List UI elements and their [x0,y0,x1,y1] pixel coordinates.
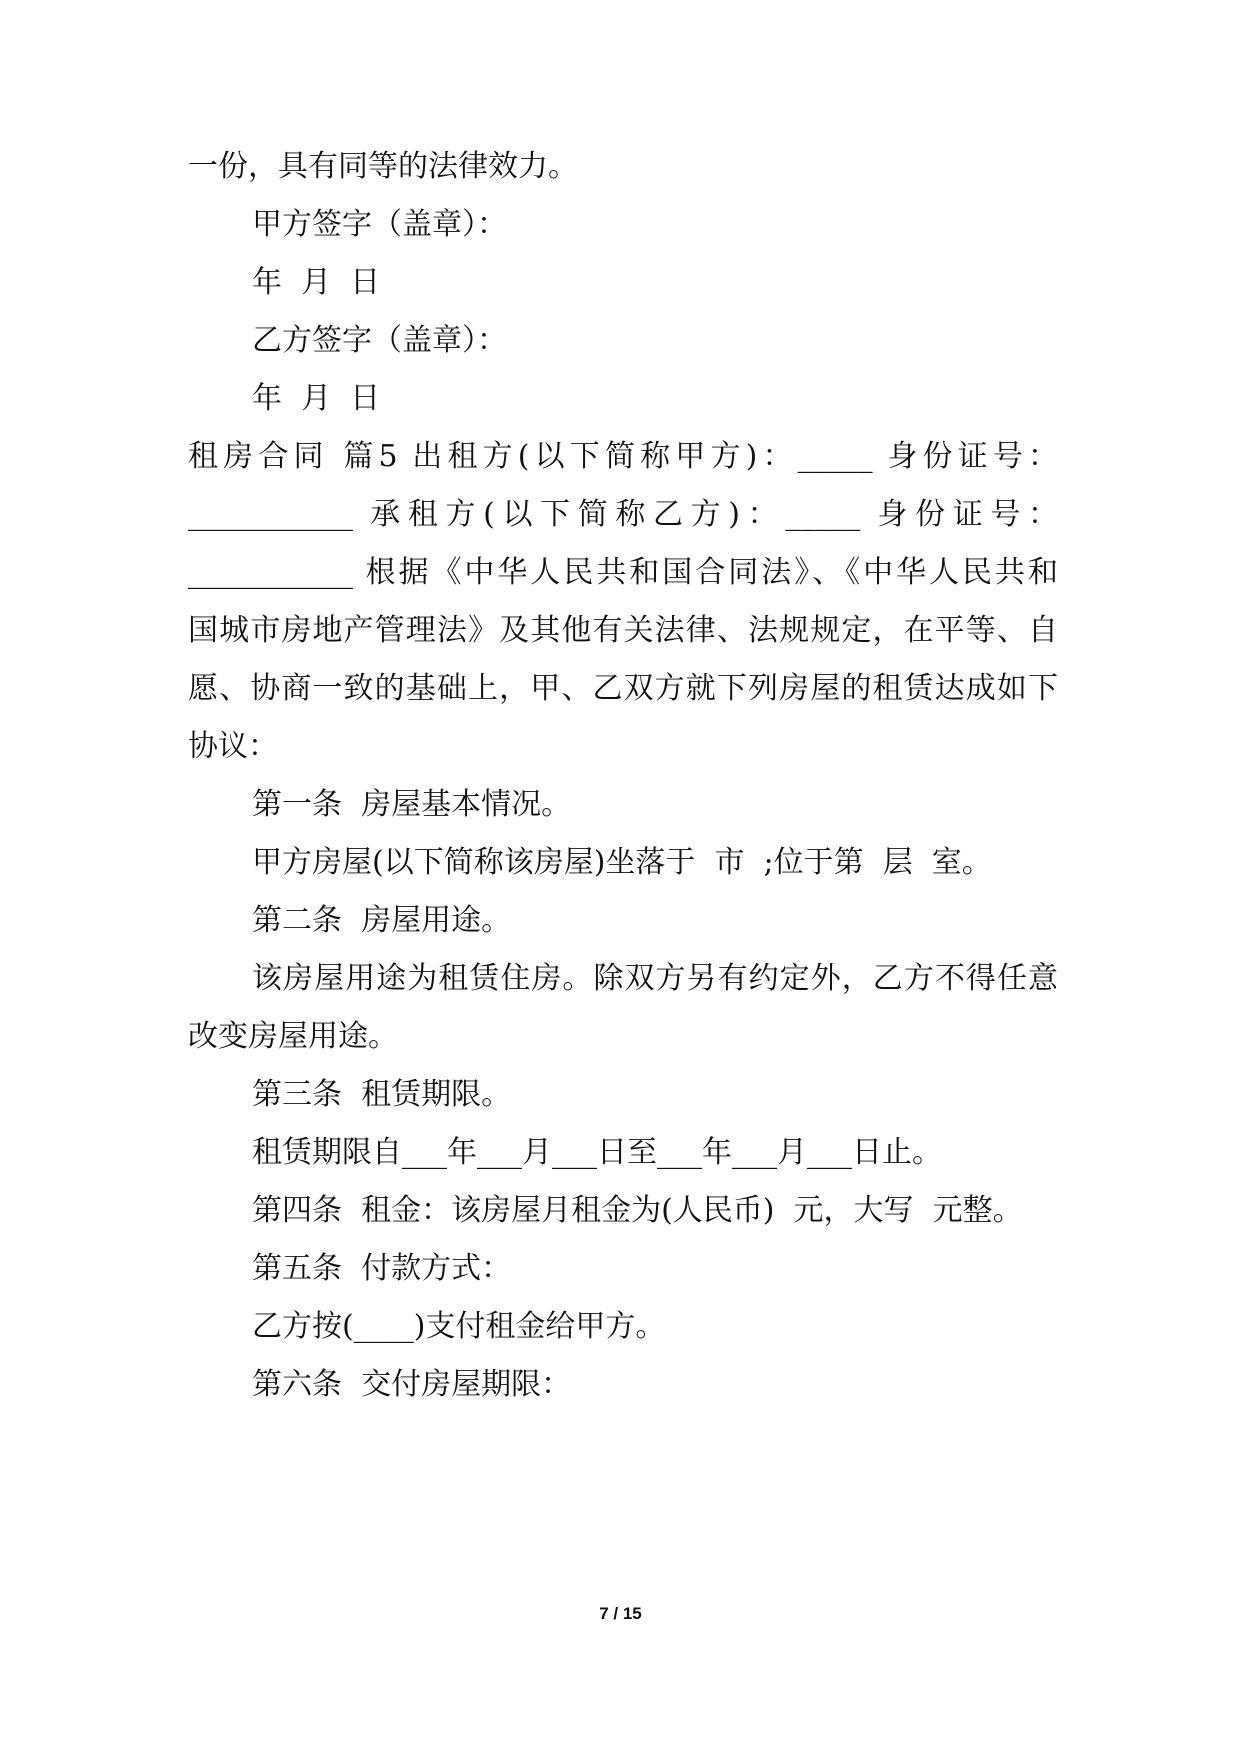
text-line: 甲方房屋(以下简称该房屋)坐落于 市 ;位于第 层 室。 [252,845,992,880]
article-heading: 第四条 租金：该房屋月租金为(人民币) 元，大写 元整。 [252,1193,1023,1228]
article-heading: 第六条 交付房屋期限： [252,1367,572,1402]
text-line: 租赁期限自___年___月___日至___年___月___日止。 [252,1135,942,1170]
page-number: 7 / 15 [599,1604,642,1623]
party-a-signature-label: 甲方签字（盖章）： [252,207,507,242]
text-line: 该房屋用途为租赁住房。除双方另有约定外，乙方不得任意 [252,961,1058,996]
text-line: 愿、协商一致的基础上，甲、乙双方就下列房屋的租赁达成如下 [188,671,1058,706]
party-b-signature-label: 乙方签字（盖章）： [252,323,507,358]
date-line: 年 月 日 [252,265,381,300]
text-line: 改变房屋用途。 [188,1019,398,1054]
article-heading: 第一条 房屋基本情况。 [252,787,572,822]
text-line: ___________ 根据《中华人民共和国合同法》、《中华人民共和 [188,555,1058,590]
article-heading: 第五条 付款方式： [252,1251,512,1286]
text-line: 国城市房地产管理法》及其他有关法律、法规规定，在平等、自 [188,613,1058,648]
article-heading: 第三条 租赁期限。 [252,1077,512,1112]
contract-heading-line: 租房合同 篇5 出租方(以下简称甲方)：_____ 身份证号： [188,439,1058,474]
text-line: 乙方按(____)支付租金给甲方。 [252,1309,666,1344]
text-line: 一份，具有同等的法律效力。 [188,149,578,184]
text-line: 协议： [188,729,278,764]
article-heading: 第二条 房屋用途。 [252,903,512,938]
date-line: 年 月 日 [252,381,381,416]
text-line: ___________ 承租方(以下简称乙方)：_____ 身份证号： [188,497,1058,532]
